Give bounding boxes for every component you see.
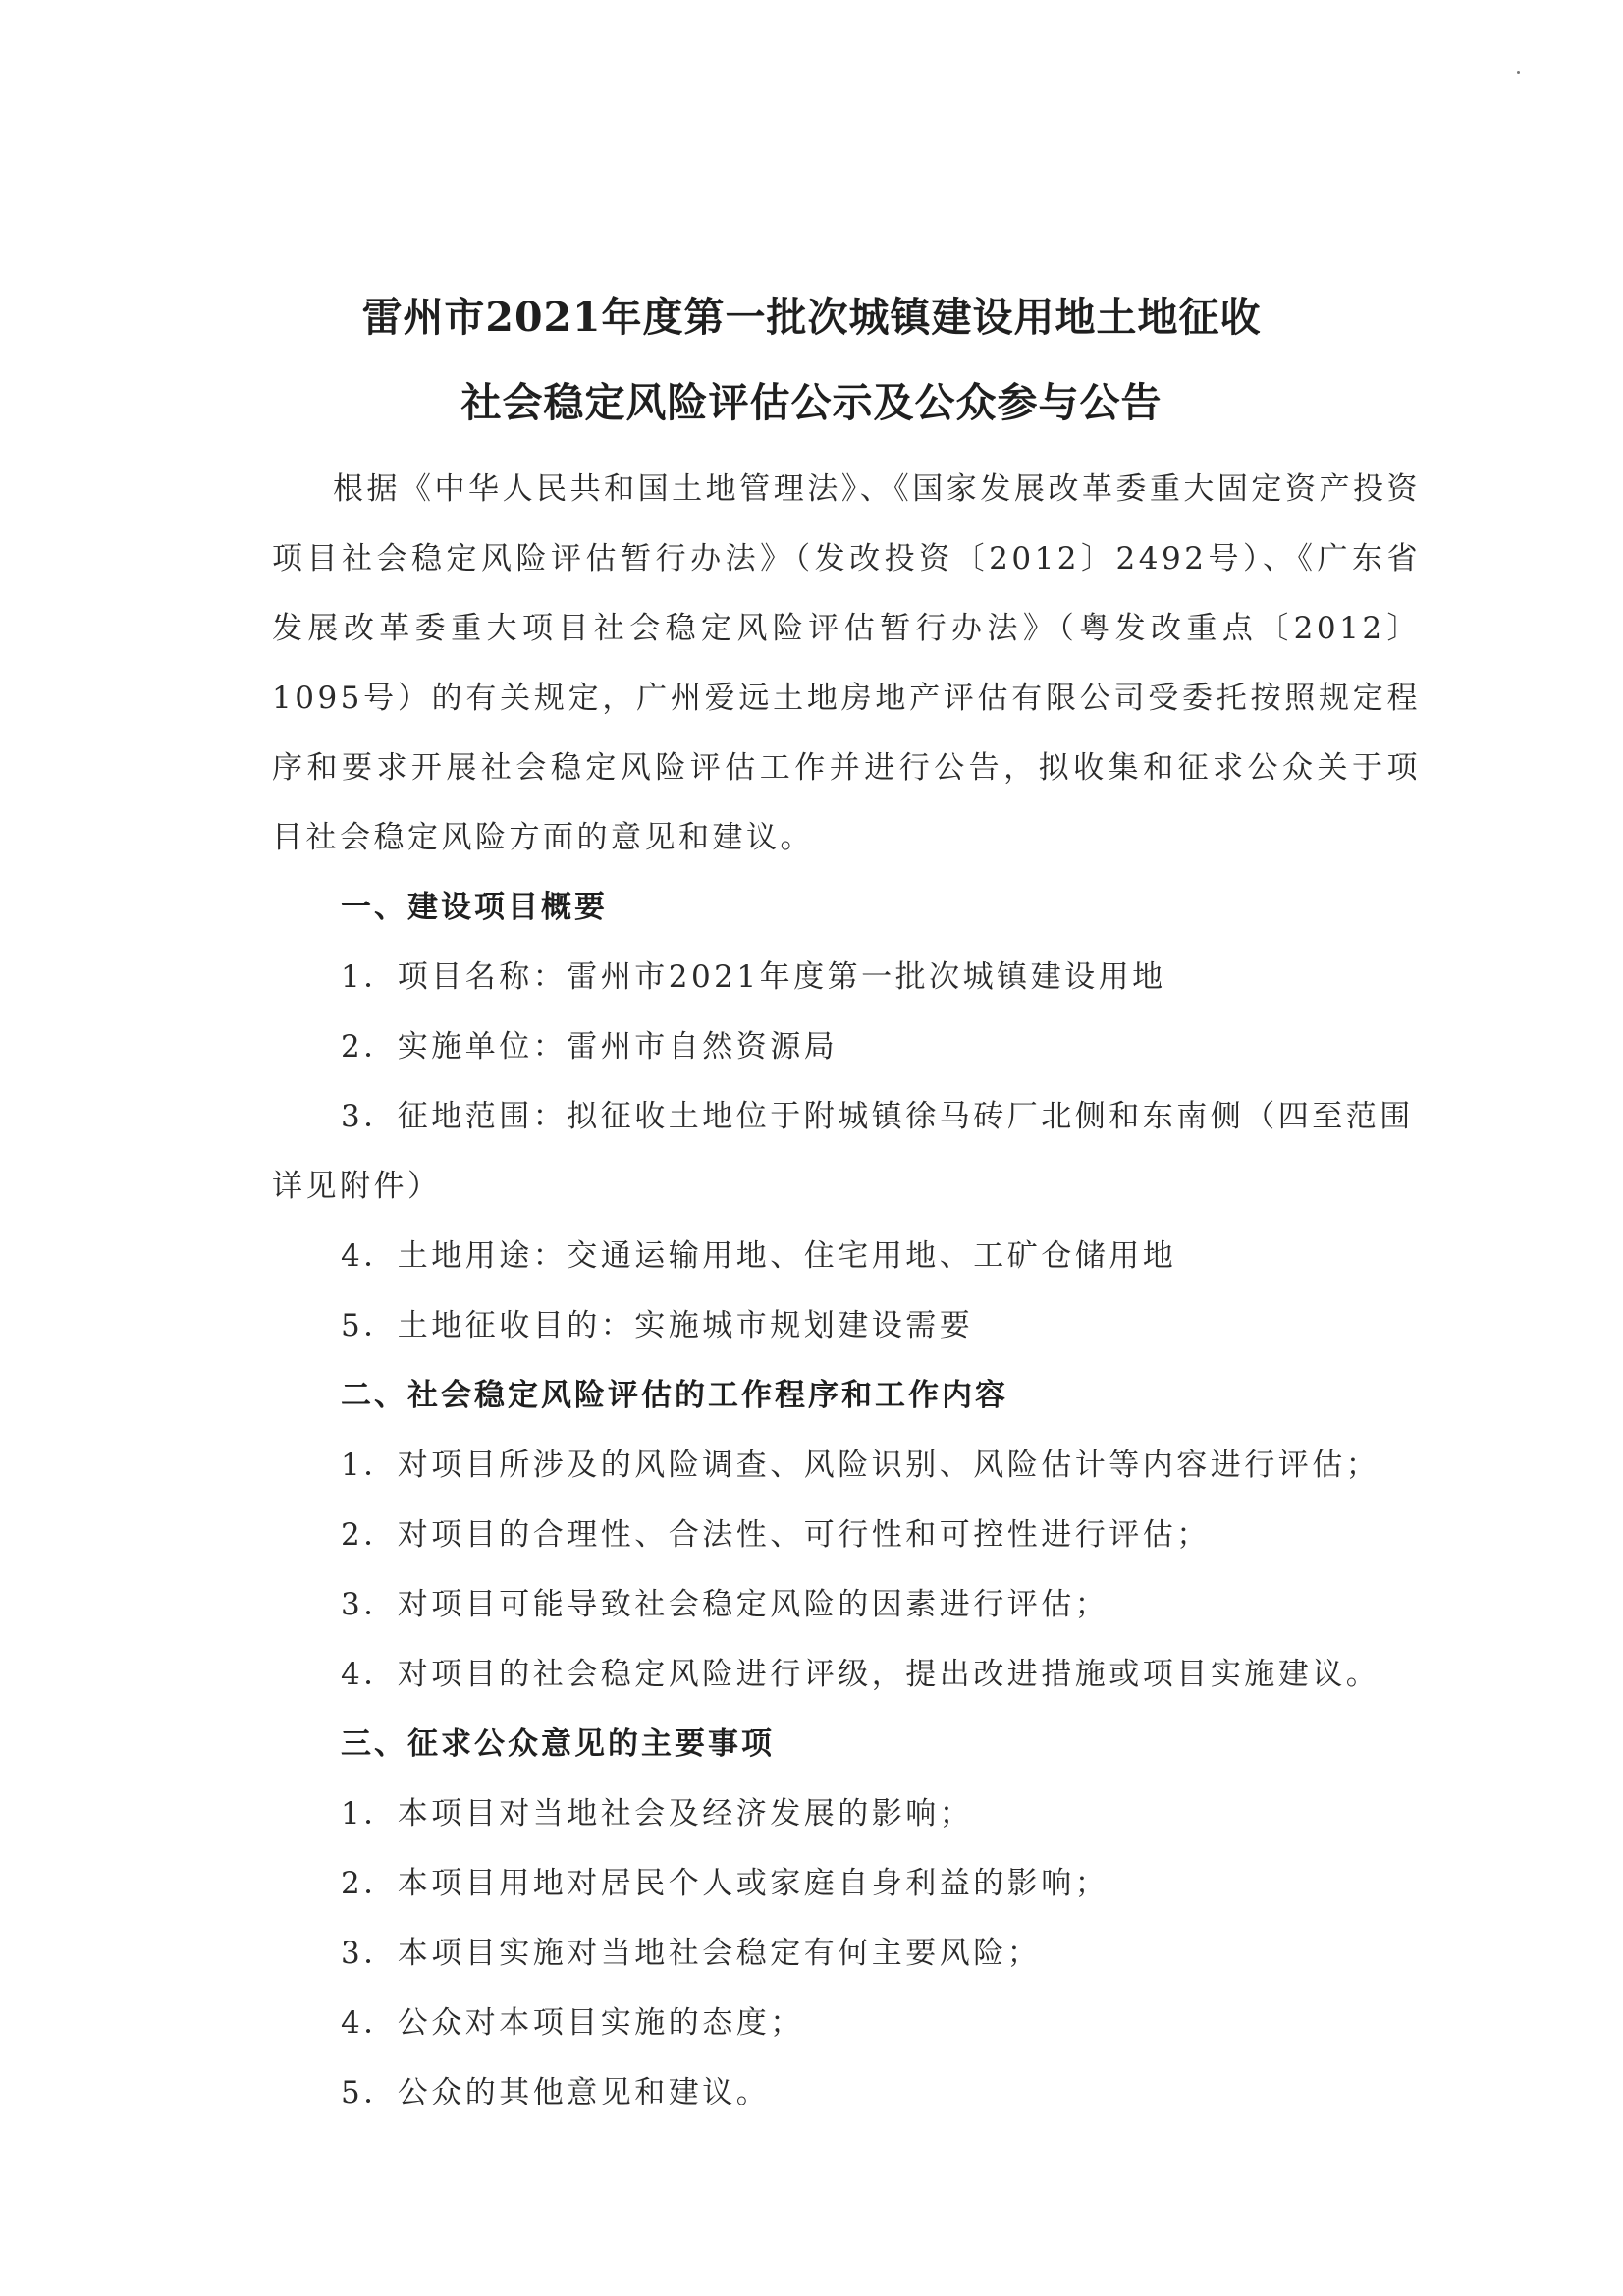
section-heading-3: 三、征求公众意见的主要事项 bbox=[341, 1726, 775, 1762]
section-3-item-1: 1．本项目对当地社会及经济发展的影响； bbox=[341, 1796, 974, 1831]
section-2-item-4: 4．对项目的社会稳定风险进行评级，提出改进措施或项目实施建议。 bbox=[341, 1657, 1380, 1692]
intro-line-4: 1095号）的有关规定，广州爱远土地房地产评估有限公司受委托按照规定程 bbox=[272, 681, 1421, 716]
section-2-item-3: 3．对项目可能导致社会稳定风险的因素进行评估； bbox=[341, 1587, 1109, 1622]
section-1-item-5: 5．土地征收目的：实施城市规划建设需要 bbox=[341, 1308, 974, 1343]
section-2-item-1: 1．对项目所涉及的风险调查、风险识别、风险估计等内容进行评估； bbox=[341, 1448, 1380, 1483]
section-3-item-4: 4．公众对本项目实施的态度； bbox=[341, 2005, 804, 2041]
section-1-item-3-text: 3．征地范围：拟征收土地位于附城镇徐马砖厂北侧和东南侧（四至范围 bbox=[341, 1099, 1414, 1134]
section-3-item-3: 3．本项目实施对当地社会稳定有何主要风险； bbox=[341, 1936, 1042, 1971]
scan-speck bbox=[1517, 71, 1520, 74]
section-1-item-2: 2．实施单位：雷州市自然资源局 bbox=[341, 1029, 839, 1065]
section-2-item-2: 2．对项目的合理性、合法性、可行性和可控性进行评估； bbox=[341, 1517, 1211, 1553]
intro-line-5: 序和要求开展社会稳定风险评估工作并进行公告，拟收集和征求公众关于项 bbox=[272, 750, 1421, 786]
section-heading-2: 二、社会稳定风险评估的工作程序和工作内容 bbox=[341, 1378, 1008, 1413]
document-title-line-2: 社会稳定风险评估公示及公众参与公告 bbox=[460, 379, 1163, 426]
section-heading-1: 一、建设项目概要 bbox=[341, 890, 608, 925]
section-3-item-2: 2．本项目用地对居民个人或家庭自身利益的影响； bbox=[341, 1866, 1109, 1901]
document-body bbox=[272, 455, 1421, 2128]
section-1-item-3 bbox=[272, 1082, 1421, 1222]
section-3-item-5: 5．公众的其他意见和建议。 bbox=[341, 2075, 771, 2110]
section-1-item-4: 4．土地用途：交通运输用地、住宅用地、工矿仓储用地 bbox=[341, 1238, 1177, 1274]
intro-line-3: 省发展改革委重大项目社会稳定风险评估暂行办法》（粤发改重点〔2012〕 bbox=[272, 541, 1421, 646]
document-title-line-1: 雷州市2021年度第一批次城镇建设用地土地征收 bbox=[361, 294, 1262, 341]
intro-line-6: 目社会稳定风险方面的意见和建议。 bbox=[272, 820, 814, 855]
section-1-item-1: 1．项目名称：雷州市2021年度第一批次城镇建设用地 bbox=[341, 959, 1166, 995]
intro-paragraph bbox=[272, 455, 1421, 873]
intro-line-1: 根据《中华人民共和国土地管理法》、《国家发展改革委重大固定资产投 bbox=[333, 471, 1387, 507]
intro-line-2: 资项目社会稳定风险评估暂行办法》（发改投资〔2012〕2492号）、《广东 bbox=[272, 471, 1421, 576]
section-1-item-3-continuation: 详见附件） bbox=[272, 1169, 442, 1204]
